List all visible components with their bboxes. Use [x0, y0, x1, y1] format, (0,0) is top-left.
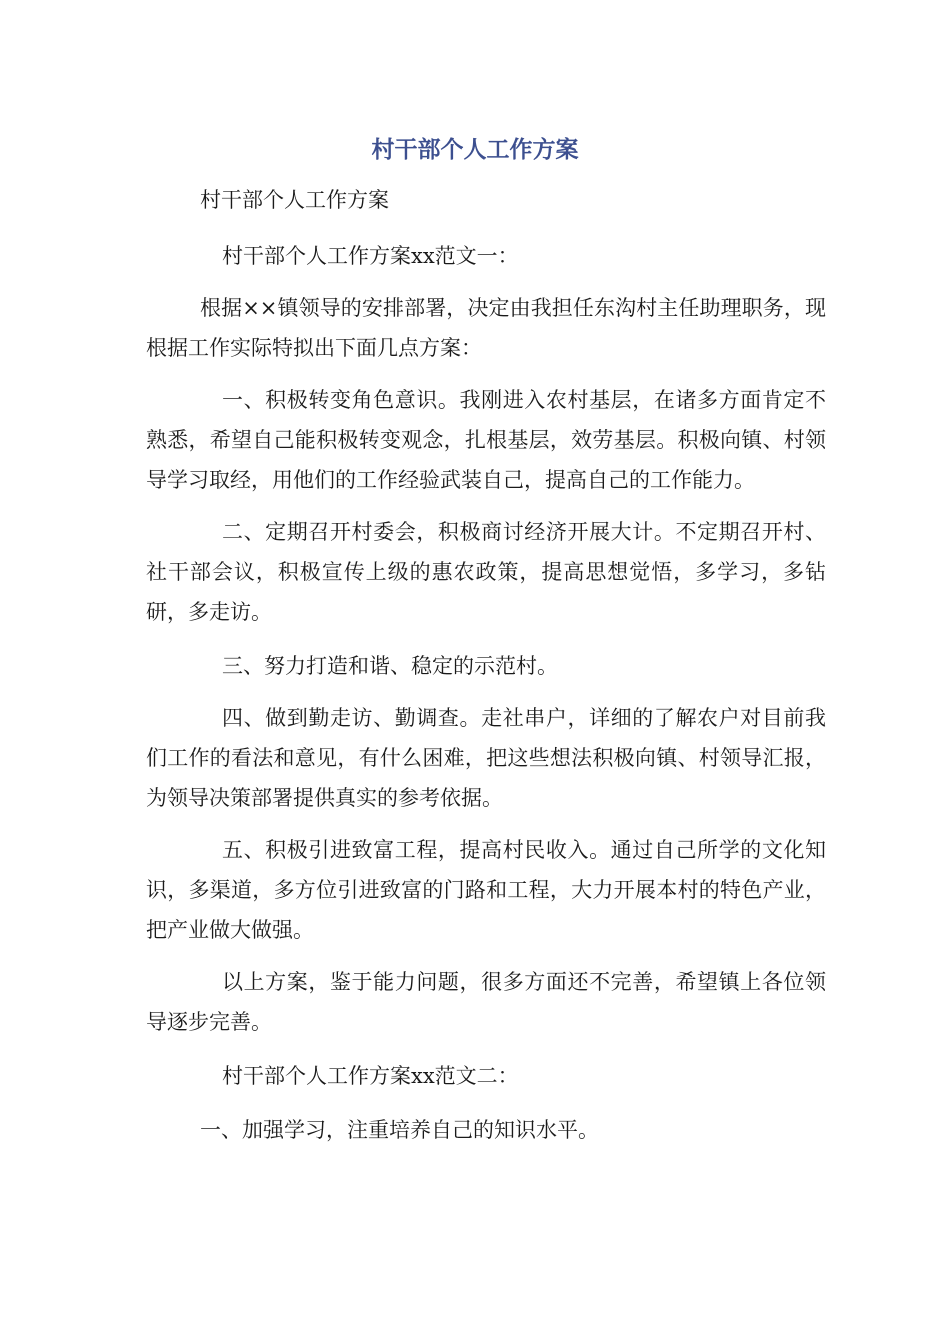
paragraph-sample-two-heading: 村干部个人工作方案xx范文二：	[222, 1064, 519, 1088]
paragraph-point-four: 四、做到勤走访、勤调查。走社串户，详细的了解农户对目前我们工作的看法和意见，有什么困难，把这些想法积极向镇、村领导汇报，为领导决策部署提供真实的参考依据。	[146, 706, 826, 810]
paragraph-point-two: 二、定期召开村委会，积极商讨经济开展大计。不定期召开村、社干部会议，积极宣传上级的惠农政策，提高思想觉悟，多学习，多钻研，多走访。	[146, 520, 826, 624]
paragraph-point-three: 三、努力打造和谐、稳定的示范村。	[222, 654, 558, 678]
paragraph-conclusion: 以上方案，鉴于能力问题，很多方面还不完善，希望镇上各位领导逐步完善。	[146, 970, 826, 1034]
paragraph-sample-two-point-one: 一、加强学习，注重培养自己的知识水平。	[200, 1118, 599, 1142]
paragraph-sample-one-heading: 村干部个人工作方案xx范文一：	[222, 244, 519, 268]
paragraph-intro: 根据××镇领导的安排部署，决定由我担任东沟村主任助理职务，现根据工作实际特拟出下面几点方案：	[146, 296, 826, 360]
paragraph-point-one: 一、积极转变角色意识。我刚进入农村基层，在诸多方面肯定不熟悉，希望自己能积极转变观念，扎根基层，效劳基层。积极向镇、村领导学习取经，用他们的工作经验武装自己，提高自己的工作能力。	[146, 388, 826, 492]
document-title: 村干部个人工作方案	[371, 137, 579, 163]
paragraph-heading: 村干部个人工作方案	[200, 188, 389, 212]
paragraph-point-five: 五、积极引进致富工程，提高村民收入。通过自己所学的文化知识，多渠道，多方位引进致富的门路和工程，大力开展本村的特色产业，把产业做大做强。	[146, 838, 826, 942]
